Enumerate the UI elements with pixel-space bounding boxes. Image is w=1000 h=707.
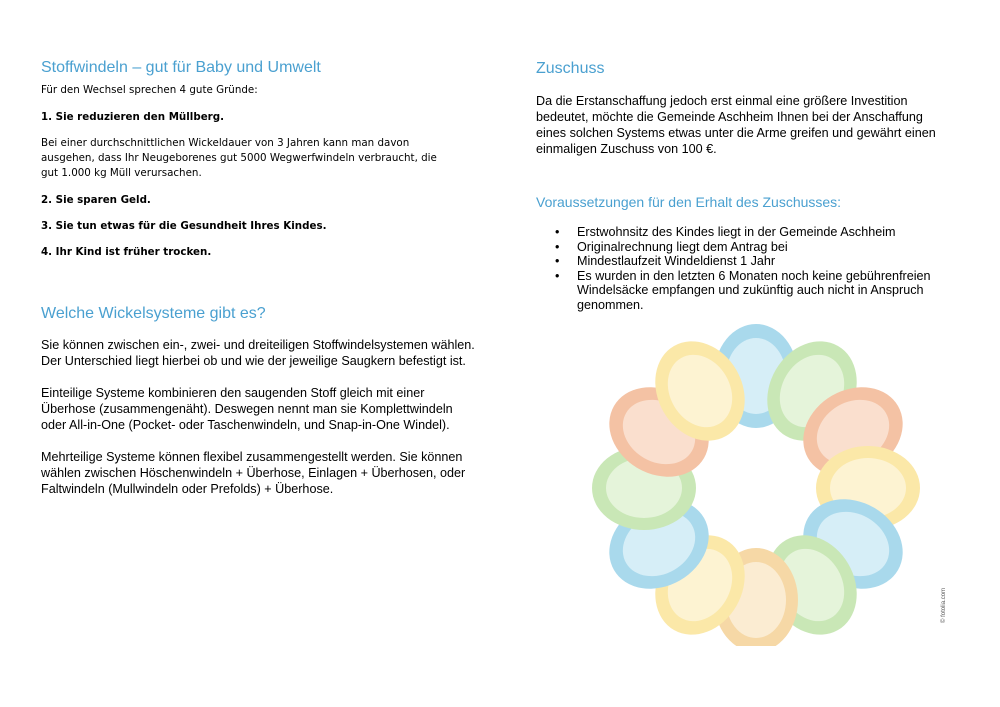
list-item: • Es wurden in den letzten 6 Monaten noch keine gebührenfreien Windelsäcke empfangen und zukünftig auch nicht in Anspruch genommen. — [555, 268, 931, 312]
reason-1: 1. Sie reduzieren den Müllberg. — [41, 111, 225, 123]
right-column — [536, 59, 956, 313]
svg-text:© fotolia.com: © fotolia.com — [941, 587, 947, 623]
intro-text: Für den Wechsel sprechen 4 gute Gründe: — [41, 84, 258, 96]
systems-paragraph-2: Einteilige Systeme kombinieren den saugenden Stoff gleich mit einer Überhose (zusammengenäht). Deswegen nennt man sie Komplettwindeln oder All-in-One (Pocket- oder Taschenwindeln, und Snap-in-One Windel). — [41, 386, 453, 432]
photo-credit-label — [938, 585, 948, 623]
reason-1-text: Bei einer durchschnittlichen Wickeldauer von 3 Jahren kann man davon ausgehen, dass Ihr Neugeborenes gut 5000 Wegwerfwindeln verbraucht, die gut 1.000 kg Müll verursachen. — [41, 137, 437, 179]
heading-requirements: Voraussetzungen für den Erhalt des Zuschusses: — [536, 194, 842, 210]
left-column — [41, 58, 481, 497]
heading-cloth-diapers: Stoffwindeln – gut für Baby und Umwelt — [41, 59, 321, 76]
reason-3: 3. Sie tun etwas für die Gesundheit Ihres Kindes. — [41, 220, 327, 232]
list-item: • Originalrechnung liegt dem Antrag bei — [555, 239, 788, 254]
subsidy-paragraph: Da die Erstanschaffung jedoch erst einmal eine größere Investition bedeutet, möchte die Gemeinde Aschheim Ihnen bei der Anschaffung eines solchen Systems etwas unter die Arme greifen und gewährt einen einmaligen Zuschuss von 100 €. — [536, 94, 936, 156]
systems-paragraph-1: Sie können zwischen ein-, zwei- und dreiteiligen Stoffwindelsystemen wählen. Der Unterschied liegt hierbei ob und wie der jeweilige Saugkern befestigt ist. — [41, 338, 475, 368]
heading-subsidy: Zuschuss — [536, 60, 605, 77]
requirements-list — [536, 225, 956, 313]
heading-diaper-systems: Welche Wickelsysteme gibt es? — [41, 305, 266, 322]
systems-paragraph-3: Mehrteilige Systeme können flexibel zusammengestellt werden. Sie können wählen zwischen Höschenwindeln + Überhose, Einlagen + Überhosen, oder Faltwindeln (Mullwindeln oder Prefolds) + Überhose. — [41, 450, 466, 496]
list-item: • Erstwohnsitz des Kindes liegt in der Gemeinde Aschheim — [555, 225, 896, 239]
reason-4: 4. Ihr Kind ist früher trocken. — [41, 246, 212, 258]
diaper-wreath-image — [560, 322, 952, 646]
reason-2: 2. Sie sparen Geld. — [41, 194, 151, 206]
list-item: • Mindestlaufzeit Windeldienst 1 Jahr — [555, 254, 776, 269]
